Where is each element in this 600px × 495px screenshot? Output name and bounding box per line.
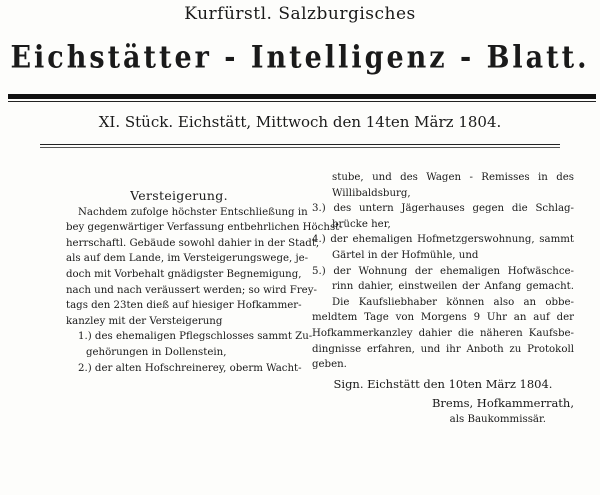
article-line: stube, und des Wagen - Remisses in des	[332, 172, 574, 183]
article-column-right	[312, 172, 574, 428]
article-line: Die Kaufsliebhaber können also an obbe-	[332, 296, 574, 308]
article-line: nach und nach veräussert werden; so wird Frey-	[66, 284, 317, 296]
issue-divider-second	[40, 147, 560, 148]
signer-role: als Baukommissär.	[449, 413, 546, 425]
article-line: Hofkammerkanzley dahier die näheren Kaufsbe-	[312, 327, 574, 339]
article-line: doch mit Vorbehalt gnädigster Begnemigung,	[66, 268, 302, 280]
article-line: geben.	[312, 359, 347, 371]
signature-date-line: Sign. Eichstätt den 10ten März 1804.	[333, 376, 553, 391]
article-line: Willibaldsburg,	[332, 187, 411, 199]
article-line: 4.) der ehemaligen Hofmetzgerswohnung, sammt	[312, 234, 574, 246]
article-line: als auf dem Lande, im Versteigerungswege, je-	[66, 253, 309, 265]
article-line: Nachdem zufolge höchster Entschließung in	[78, 206, 308, 218]
issue-date-line: XI. Stück. Eichstätt, Mittwoch den 14ten März 1804.	[98, 113, 502, 131]
article-line: gehörungen in Dollenstein,	[86, 346, 227, 358]
article-line: rinn dahier, einstweilen der Anfang gemacht.	[332, 281, 574, 293]
masthead-title: Eichstätter - Intelligenz - Blatt.	[10, 39, 590, 76]
article-line: dingnisse erfahren, und ihr Anboth zu Protokoll	[312, 343, 574, 355]
article-line: 3.) des untern Jägerhauses gegen die Schlag-	[312, 203, 574, 215]
article-line: 5.) der Wohnung der ehemaligen Hofwäschce-	[312, 265, 574, 277]
article-line: kanzley mit der Versteigerung	[66, 315, 223, 327]
article-line: herrschaftl. Gebäude sowohl dahier in der Stadt,	[66, 237, 320, 249]
signer-name: Brems, Hofkammerrath,	[431, 396, 574, 411]
issue-divider	[40, 144, 560, 145]
article-line: 2.) der alten Hofschreinerey, oberm Wacht-	[78, 362, 302, 374]
article-line: 1.) des ehemaligen Pflegschlosses sammt Zu-	[78, 331, 313, 343]
article-line: brücke her,	[332, 218, 391, 230]
article-line: tags den 23ten dieß auf hiesiger Hofkammer-	[66, 300, 302, 312]
article-line: meldtem Tage von Morgens 9 Uhr an auf der	[312, 312, 574, 324]
article-line: Gärtel in der Hofmühle, und	[332, 249, 479, 261]
article-line: bey gegenwärtiger Verfassung entbehrlichen Höchst-	[66, 222, 343, 234]
masthead-divider-thin	[8, 101, 596, 102]
masthead-subtitle: Kurfürstl. Salzburgisches	[184, 4, 416, 24]
article-heading: Versteigerung.	[130, 188, 228, 203]
masthead-divider-thick	[8, 94, 596, 99]
